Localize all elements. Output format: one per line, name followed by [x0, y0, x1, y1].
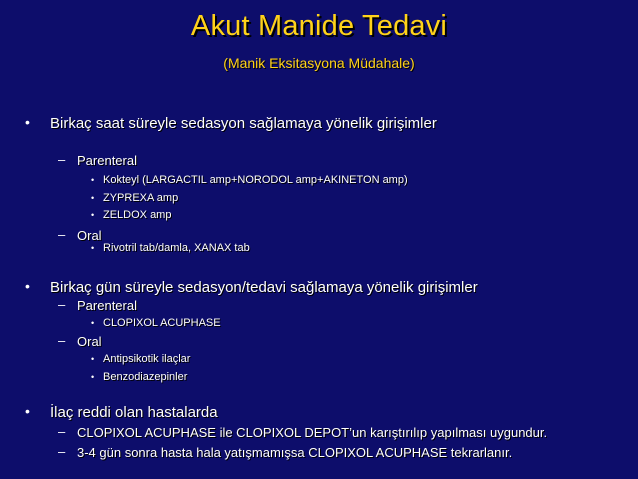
section-1-group-1-label: Parenteral — [77, 153, 137, 168]
section-2-group-2-item-1: Antipsikotik ilaçlar — [103, 353, 191, 365]
bullet-icon: • — [91, 210, 95, 220]
slide-title: Akut Manide Tedavi — [190, 10, 448, 42]
dash-icon: – — [58, 424, 66, 439]
bullet-icon: • — [25, 278, 30, 294]
bullet-icon: • — [91, 354, 95, 364]
bullet-icon: • — [91, 372, 95, 382]
section-1-heading: Birkaç saat süreyle sedasyon sağlamaya yönelik girişimler — [50, 115, 437, 132]
dash-icon: – — [58, 227, 66, 242]
section-1-group-1-item-1: Kokteyl (LARGACTIL amp+NORODOL amp+AKINETON amp) — [103, 174, 408, 186]
section-1-group-1-item-3: ZELDOX amp — [103, 209, 172, 221]
bullet-icon: • — [25, 114, 30, 130]
dash-icon: – — [58, 152, 66, 167]
bullet-icon: • — [91, 193, 95, 203]
section-2-group-2-label: Oral — [77, 334, 102, 349]
bullet-icon: • — [25, 403, 30, 419]
section-3-line-1: CLOPIXOL ACUPHASE ile CLOPIXOL DEPOT’un karıştırılıp yapılması uygundur. — [77, 425, 548, 440]
section-1-group-1-item-2: ZYPREXA amp — [103, 192, 179, 204]
section-2-group-1-label: Parenteral — [77, 298, 137, 313]
dash-icon: – — [58, 297, 66, 312]
section-2-group-1-item-1: CLOPIXOL ACUPHASE — [103, 317, 221, 329]
section-2-heading: Birkaç gün süreyle sedasyon/tedavi sağlamaya yönelik girişimler — [50, 279, 478, 296]
section-2-group-2-item-2: Benzodiazepinler — [103, 371, 188, 383]
bullet-icon: • — [91, 243, 95, 253]
bullet-icon: • — [91, 175, 95, 185]
section-1-group-2-item-1: Rivotril tab/damla, XANAX tab — [103, 242, 250, 254]
dash-icon: – — [58, 333, 66, 348]
section-1-group-2-label: Oral — [77, 228, 102, 243]
dash-icon: – — [58, 444, 66, 459]
section-3-heading: İlaç reddi olan hastalarda — [50, 404, 218, 421]
section-3-line-2: 3-4 gün sonra hasta hala yatışmamışsa CLOPIXOL ACUPHASE tekrarlanır. — [77, 445, 513, 460]
bullet-icon: • — [91, 318, 95, 328]
slide-subtitle: (Manik Eksitasyona Müdahale) — [223, 55, 415, 71]
